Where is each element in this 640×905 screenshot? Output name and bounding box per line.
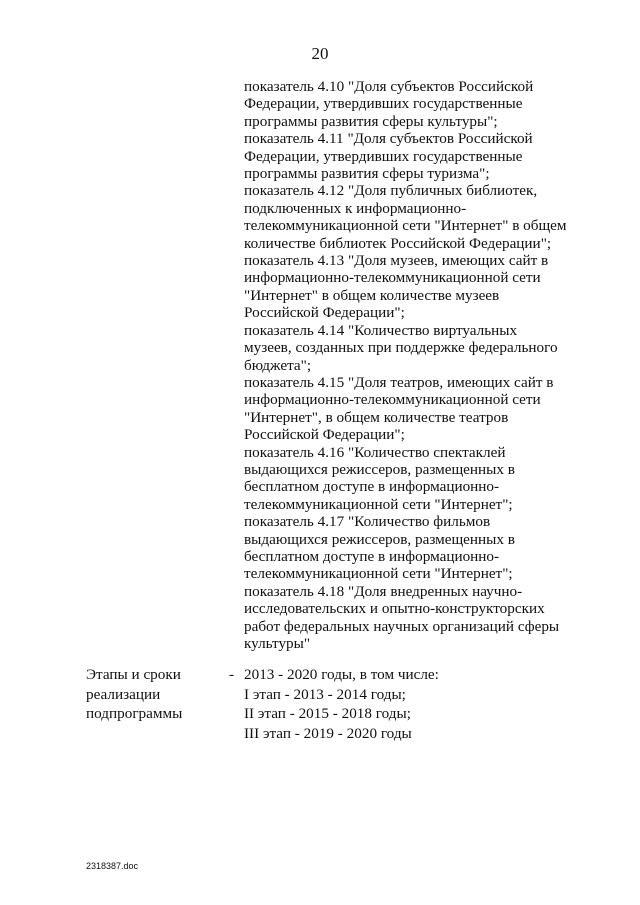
indicator-item [244, 444, 574, 514]
indicator-line: показатель 4.12 "Доля публичных библиотек, [244, 182, 538, 200]
stages-value-line: III этап - 2019 - 2020 годы [244, 724, 412, 742]
indicator-item [244, 130, 574, 182]
indicator-line: бесплатном доступе в информационно- [244, 547, 500, 565]
indicator-line: подключенных к информационно- [244, 199, 467, 217]
indicator-line: "Интернет" в общем количестве музеев [244, 286, 500, 304]
indicator-line: исследовательских и опытно-конструкторских [244, 600, 545, 618]
indicator-line: показатель 4.10 "Доля субъектов Российской [244, 78, 534, 95]
indicator-line: показатель 4.16 "Количество спектаклей [244, 443, 506, 461]
indicator-item [244, 78, 574, 130]
indicator-line: информационно-телекоммуникационной сети [244, 269, 541, 287]
stages-section-dash: - [229, 666, 235, 683]
indicator-line: показатель 4.11 "Доля субъектов Российской [244, 130, 533, 148]
indicator-line: бюджета"; [244, 356, 312, 374]
indicator-line: Федерации, утвердивших государственные [244, 147, 523, 165]
indicator-line: информационно-телекоммуникационной сети [244, 391, 541, 409]
indicator-line: музеев, созданных при поддержке федерального [244, 339, 558, 357]
indicator-line: показатель 4.18 "Доля внедренных научно- [244, 582, 523, 600]
indicator-line: Российской Федерации"; [244, 304, 405, 322]
indicator-line: Российской Федерации"; [244, 426, 405, 444]
indicator-line: показатель 4.13 "Доля музеев, имеющих сайт в [244, 252, 549, 270]
indicator-item [244, 182, 574, 252]
stages-value-line: I этап - 2013 - 2014 годы; [244, 685, 406, 703]
indicator-line: выдающихся режиссеров, размещенных в [244, 530, 515, 548]
indicator-item [244, 252, 574, 322]
indicator-line: количестве библиотек Российской Федерации"; [244, 234, 552, 252]
document-id: 2318387.doc [86, 861, 139, 871]
indicator-line: "Интернет", в общем количестве театров [244, 408, 509, 426]
stages-value-line: II этап - 2015 - 2018 годы; [244, 705, 411, 722]
stages-label-line: Этапы и сроки [86, 666, 181, 683]
indicator-line: бесплатном доступе в информационно- [244, 478, 500, 496]
indicator-line: программы развития сферы туризма"; [244, 165, 490, 183]
page-number: 20 [311, 44, 329, 63]
indicator-line: телекоммуникационной сети "Интернет"; [244, 565, 513, 583]
indicator-item [244, 513, 574, 583]
indicator-line: показатель 4.15 "Доля театров, имеющих сайт в [244, 373, 554, 391]
indicator-line: Федерации, утвердивших государственные [244, 95, 523, 113]
stages-section-label [86, 665, 216, 724]
indicator-item [244, 583, 574, 653]
indicator-line: программы развития сферы культуры"; [244, 112, 498, 130]
indicator-line: телекоммуникационной сети "Интернет" в общем [244, 217, 567, 235]
indicator-list [244, 78, 574, 652]
stages-label-line: подпрограммы [86, 705, 183, 722]
stages-value-line: 2013 - 2020 годы, в том числе: [244, 666, 439, 683]
indicator-line: работ федеральных научных организаций сферы [244, 617, 560, 635]
indicator-line: телекоммуникационной сети "Интернет"; [244, 495, 513, 513]
indicator-line: культуры" [244, 635, 311, 652]
indicator-item [244, 374, 574, 444]
stages-section-value [244, 665, 574, 743]
indicator-line: показатель 4.17 "Количество фильмов [244, 513, 491, 531]
indicator-item [244, 322, 574, 374]
stages-label-line: реализации [86, 685, 161, 703]
indicator-line: показатель 4.14 "Количество виртуальных [244, 321, 518, 339]
indicator-line: выдающихся режиссеров, размещенных в [244, 460, 515, 478]
